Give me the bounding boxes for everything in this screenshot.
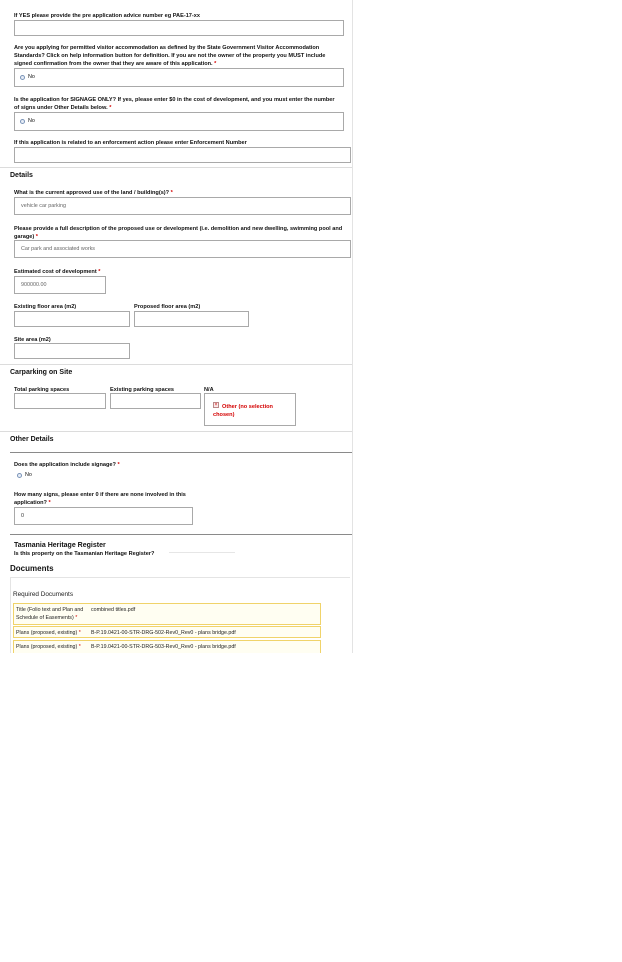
current-use-label: What is the current approved use of the land / building(s)? * xyxy=(14,190,173,196)
divider xyxy=(10,452,352,453)
document-label: Plans (proposed, existing) * xyxy=(16,644,81,650)
signs-count-input[interactable] xyxy=(14,507,193,525)
document-row[interactable] xyxy=(13,626,321,638)
document-file-link[interactable]: combined titles.pdf xyxy=(91,607,136,613)
documents-heading: Documents xyxy=(10,564,54,573)
enforcement-input[interactable] xyxy=(14,147,351,163)
proposed-floor-input[interactable] xyxy=(134,311,249,327)
carparking-heading: Carparking on Site xyxy=(10,369,73,376)
required-documents-heading: Required Documents xyxy=(13,591,74,598)
na-label: N/A xyxy=(204,387,214,393)
existing-parking-label: Existing parking spaces xyxy=(110,387,175,393)
application-form xyxy=(0,0,353,653)
signs-count-label: How many signs, please enter 0 if there are none involved in this application? * xyxy=(14,492,186,506)
divider xyxy=(0,167,352,168)
document-label: Title (Folio text and Plan and xyxy=(16,607,84,613)
pre-application-input[interactable] xyxy=(14,20,344,36)
visitor-accommodation-option-no[interactable] xyxy=(20,74,35,80)
radio-label: No xyxy=(28,74,35,80)
description-label: Please provide a full description of the proposed use or development (i.e. demolition and new dwelling, swimming pool and garage) * xyxy=(14,226,343,240)
enforcement-label: If this application is related to an enforcement action please enter Enforcement Number xyxy=(14,140,247,146)
radio-icon[interactable] xyxy=(20,119,25,124)
existing-floor-label: Existing floor area (m2) xyxy=(14,304,77,310)
visitor-accommodation-radio-group xyxy=(14,68,344,87)
error-icon: × xyxy=(214,402,218,408)
signage-option-no[interactable] xyxy=(17,472,32,478)
heritage-heading: Tasmania Heritage Register xyxy=(14,542,106,549)
description-input[interactable] xyxy=(14,240,351,258)
radio-label: No xyxy=(28,118,35,124)
description-value: Car park and associated works xyxy=(21,246,96,252)
existing-parking-input[interactable] xyxy=(110,393,201,409)
document-label-line2: Schedule of Easements) * xyxy=(16,615,78,621)
heritage-field-edge[interactable] xyxy=(169,552,235,553)
document-row[interactable] xyxy=(13,603,321,625)
site-area-label: Site area (m2) xyxy=(14,337,51,343)
document-file-link[interactable]: B-P.19.0421-00-STR-DRG-503-Rev0_Rev0 - plans bridge.pdf xyxy=(91,644,236,650)
current-use-input[interactable] xyxy=(14,197,351,215)
divider xyxy=(10,534,352,535)
signage-only-label: Is the application for SIGNAGE ONLY? If yes, please enter $0 in the cost of development, and you must enter the number of signs under Other Details below. * xyxy=(14,97,335,111)
proposed-floor-label: Proposed floor area (m2) xyxy=(134,304,201,310)
na-option[interactable]: Other (no selection chosen) xyxy=(213,404,273,418)
document-file-link[interactable]: B-P.19.0421-00-STR-DRG-502-Rev0_Rev0 - plans bridge.pdf xyxy=(91,630,236,636)
cost-input[interactable] xyxy=(14,276,106,294)
total-parking-label: Total parking spaces xyxy=(14,387,70,393)
existing-floor-input[interactable] xyxy=(14,311,130,327)
visitor-accommodation-label: Are you applying for permitted visitor accommodation as defined by the State Government Visitor Accommodation Standards? Click on help information button for definition. If you are not the owner of the property you MUST include signed confirmation from the owner that they are aware of this application. * xyxy=(14,45,326,67)
pre-application-label: If YES please provide the pre application advice number eg PAE-17-xx xyxy=(14,13,200,19)
current-use-value: vehicle car parking xyxy=(21,203,66,209)
cost-value: 900000.00 xyxy=(21,282,47,288)
radio-icon[interactable] xyxy=(17,473,22,478)
other-details-heading: Other Details xyxy=(10,436,54,443)
signs-count-value: 0 xyxy=(21,513,24,519)
cost-label: Estimated cost of development * xyxy=(14,269,101,275)
document-label: Plans (proposed, existing) * xyxy=(16,630,81,636)
site-area-input[interactable] xyxy=(14,343,130,359)
signage-only-radio-group xyxy=(14,112,344,131)
total-parking-input[interactable] xyxy=(14,393,106,409)
divider xyxy=(0,431,352,432)
na-listbox[interactable] xyxy=(204,393,296,426)
document-row[interactable] xyxy=(13,640,321,653)
signage-only-option-no[interactable] xyxy=(20,118,35,124)
heritage-question: Is this property on the Tasmanian Heritage Register? xyxy=(14,551,155,557)
radio-icon[interactable] xyxy=(20,75,25,80)
details-heading: Details xyxy=(10,172,33,179)
radio-label: No xyxy=(25,472,32,478)
divider xyxy=(0,364,352,365)
signage-label: Does the application include signage? * xyxy=(14,462,120,468)
